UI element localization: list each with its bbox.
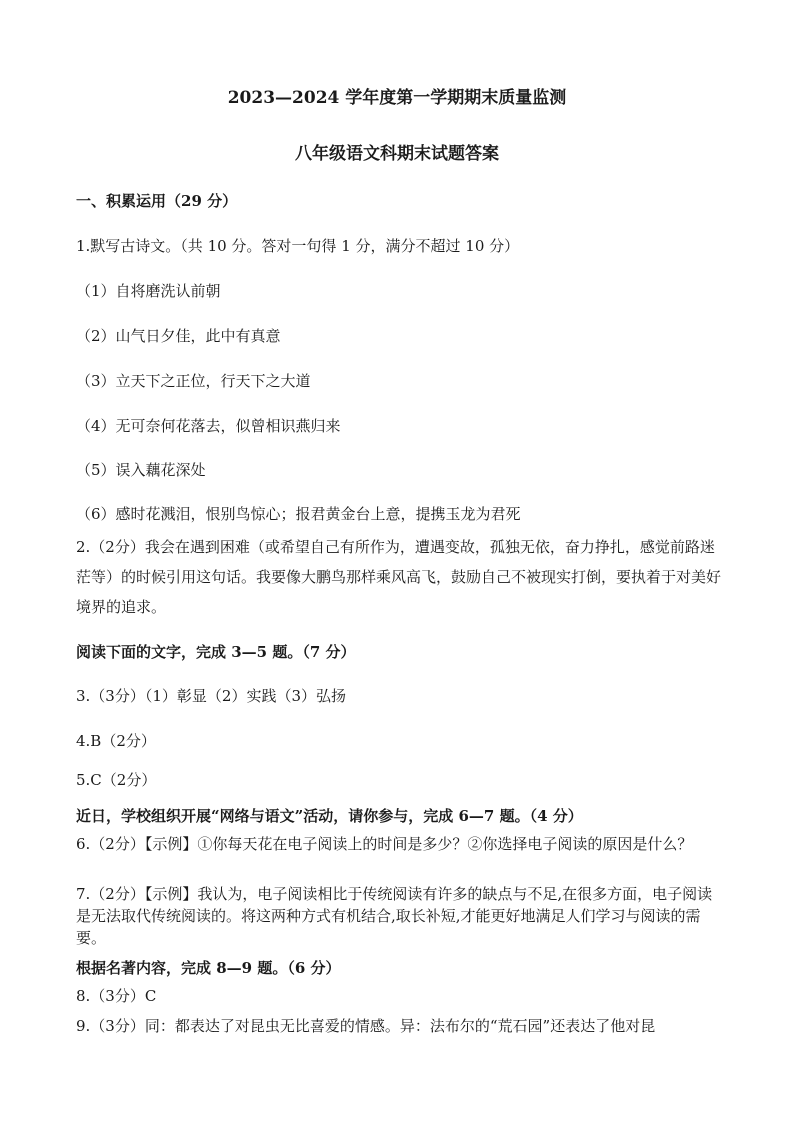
question-5-answer: 5.C（2分） (76, 771, 157, 789)
document-title: 2023—2024 学年度第一学期期末质量监测 (227, 88, 567, 108)
section-heading-classics: 根据名著内容，完成 8—9 题。（6 分） (76, 959, 341, 977)
document-subtitle: 八年级语文科期末试题答案 (295, 144, 499, 164)
question-6-answer: 6.（2分）【示例】①你每天花在电子阅读上的时间是多少？②你选择电子阅读的原因是什么？ (76, 835, 693, 853)
question-9-answer: 9.（3分）同：都表达了对昆虫无比喜爱的情感。异：法布尔的“荒石园”还表达了他对昆 (76, 1017, 656, 1035)
question-1-answer-2: （2）山气日夕佳，此中有真意 (76, 327, 281, 345)
question-7-answer: 7.（2分）【示例】我认为，电子阅读相比于传统阅读有许多的缺点与不足,在很多方面，电子阅读是无法取代传统阅读的。将这两种方式有机结合,取长补短,才能更好地满足人们学习与阅读的需要。 (76, 885, 713, 947)
section-heading-activity: 近日，学校组织开展“网络与语文”活动，请你参与，完成 6—7 题。（4 分） (76, 807, 583, 825)
section-heading-accumulation: 一、积累运用（29 分） (76, 192, 238, 210)
question-1-intro: 1.默写古诗文。（共 10 分。答对一句得 1 分，满分不超过 10 分） (76, 237, 520, 255)
question-2-answer: 2.（2分）我会在遇到困难（或希望自己有所作为，遭遇变故，孤独无依，奋力挣扎，感觉前路迷茫等）的时候引用这句话。我要像大鹏鸟那样乘风高飞，鼓励自己不被现实打倒，要执着于对美好境界的追求。 (76, 538, 722, 616)
question-3-answer: 3.（3分）（1）彰显（2）实践（3）弘扬 (76, 687, 346, 705)
question-8-answer: 8.（3分）C (76, 987, 157, 1005)
section-heading-reading: 阅读下面的文字，完成 3—5 题。（7 分） (76, 643, 356, 661)
question-1-answer-1: （1）自将磨洗认前朝 (76, 282, 221, 300)
question-4-answer: 4.B（2分） (76, 732, 156, 750)
question-1-answer-5: （5）误入藕花深处 (76, 461, 206, 479)
question-1-answer-4: （4）无可奈何花落去，似曾相识燕归来 (76, 417, 341, 435)
question-1-answer-6: （6）感时花溅泪，恨别鸟惊心；报君黄金台上意，提携玉龙为君死 (76, 505, 521, 523)
question-1-answer-3: （3）立天下之正位，行天下之大道 (76, 372, 311, 390)
